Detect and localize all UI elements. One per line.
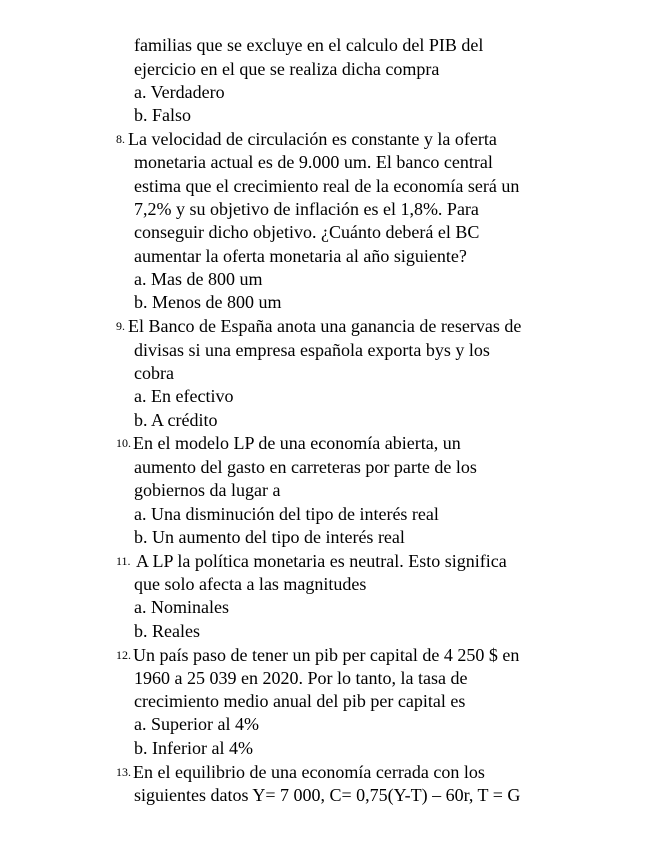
text-line: divisas si una empresa española exporta bys y los	[134, 340, 490, 360]
text-line: gobiernos da lugar a	[134, 480, 281, 500]
answer-option: a. En efectivo	[134, 386, 234, 406]
text-line: aumento del gasto en carreteras por parte de los	[134, 457, 477, 477]
question-number: 12.	[116, 648, 131, 662]
answer-option: b. A crédito	[134, 410, 218, 430]
question-number: 11.	[116, 554, 131, 568]
text-line: 7,2% y su objetivo de inflación es el 1,8%. Para	[134, 199, 479, 219]
question-first-line: El Banco de España anota una ganancia de reservas de	[128, 316, 522, 336]
text-line: conseguir dicho objetivo. ¿Cuánto deberá el BC	[134, 222, 480, 242]
question-number: 8.	[116, 132, 125, 146]
question-first-line: Un país paso de tener un pib per capital de 4 250 $ en	[133, 645, 520, 665]
text-line: cobra	[134, 363, 174, 383]
text-line: estima que el crecimiento real de la economía será un	[134, 176, 520, 196]
question-first-line: En el modelo LP de una economía abierta, un	[133, 433, 461, 453]
answer-option: a. Verdadero	[134, 82, 225, 102]
text-line: siguientes datos Y= 7 000, C= 0,75(Y-T) – 60r, T = G	[134, 785, 521, 805]
answer-option: b. Reales	[134, 621, 200, 641]
text-line: monetaria actual es de 9.000 um. El banco central	[134, 152, 493, 172]
answer-option: a. Nominales	[134, 597, 229, 617]
text-line: familias que se excluye en el calculo del PIB del	[134, 35, 484, 55]
text-line: 1960 a 25 039 en 2020. Por lo tanto, la tasa de	[134, 668, 468, 688]
question-number: 9.	[116, 319, 125, 333]
answer-option: a. Una disminución del tipo de interés real	[134, 504, 439, 524]
answer-option: b. Menos de 800 um	[134, 292, 282, 312]
text-line: ejercicio en el que se realiza dicha compra	[134, 59, 440, 79]
question-number: 13.	[116, 765, 131, 779]
text-line: aumentar la oferta monetaria al año siguiente?	[134, 246, 467, 266]
answer-option: b. Falso	[134, 105, 192, 125]
answer-option: a. Mas de 800 um	[134, 269, 263, 289]
question-first-line: En el equilibrio de una economía cerrada con los	[133, 762, 485, 782]
answer-option: b. Inferior al 4%	[134, 738, 253, 758]
text-line: que solo afecta a las magnitudes	[134, 574, 367, 594]
answer-option: b. Un aumento del tipo de interés real	[134, 527, 405, 547]
question-number: 10.	[116, 436, 131, 450]
question-first-line: A LP la política monetaria es neutral. Esto significa	[136, 551, 507, 571]
text-line: crecimiento medio anual del pib per capital es	[134, 691, 466, 711]
answer-option: a. Superior al 4%	[134, 714, 259, 734]
question-first-line: La velocidad de circulación es constante y la oferta	[128, 129, 497, 149]
